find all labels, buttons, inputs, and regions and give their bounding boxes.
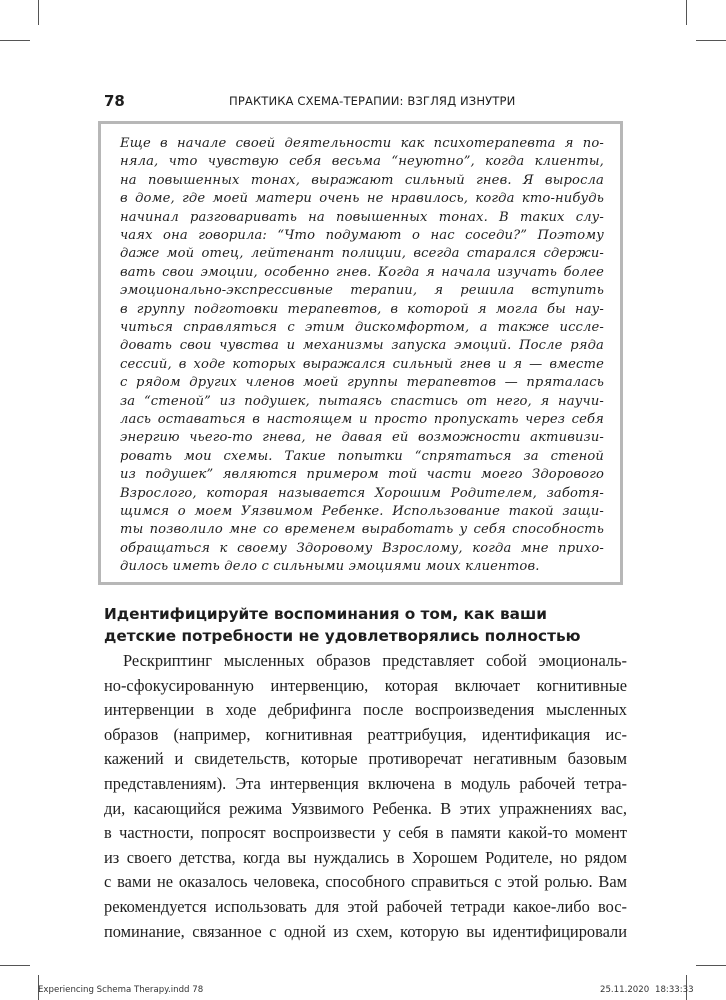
callout-line: в группу подготовки терапевтов, в которой я могла бы нау- <box>120 301 604 317</box>
crop-mark <box>0 965 30 966</box>
footer-file: Experiencing Schema Therapy.indd 78 <box>38 985 204 995</box>
crop-mark <box>686 0 687 25</box>
callout-line: дилось иметь дело с сильными эмоциями моих клиентов. <box>120 559 540 575</box>
callout-line: читься справляться с этим дискомфортом, а также иссле- <box>120 320 604 335</box>
callout-line: няла, что чувствую себя весьма “неуютно”, когда клиенты, <box>120 154 604 170</box>
callout-box <box>98 121 623 585</box>
running-title: ПРАКТИКА СХЕМА-ТЕРАПИИ: ВЗГЛЯД ИЗНУТРИ <box>229 94 516 108</box>
callout-line: довать свои чувства и механизмы запуска эмоций. После ряда <box>120 338 604 354</box>
callout-line: из подушек” являются примером той части моего Здорового <box>120 467 604 483</box>
crop-mark <box>38 0 39 25</box>
callout-line: вать свои эмоции, особенно гнев. Когда я начала изучать более <box>120 264 604 280</box>
body-line: с вами не оказалось человека, способного справиться с этой ролью. Вам <box>104 872 627 892</box>
callout-line: с рядом других членов моей группы терапевтов — пряталась <box>120 375 604 391</box>
callout-line: Взрослого, которая называется Хорошим Родителем, заботя- <box>120 485 604 501</box>
callout-line: Еще в начале своей деятельности как психотерапевта я по- <box>120 136 604 151</box>
callout-line: ты позволило мне со временем выработать у себя способность <box>120 522 604 538</box>
callout-line: ровать мои схемы. Такие попытки “спрятаться за стеной <box>120 448 604 464</box>
callout-line: лась оставаться в настоящем и просто пропускать через себя <box>120 412 604 427</box>
callout-line: в доме, где моей матери очень не нравилось, когда кто-нибудь <box>120 191 604 207</box>
body-line: но-сфокусированную интервенцию, которая включает когнитивные <box>104 675 627 695</box>
callout-line: сессий, в ходе которых выражался сильный гнев и я — вместе <box>120 356 604 372</box>
callout-line: на повышенных тонах, выражают сильный гнев. Я выросла <box>120 172 604 188</box>
body-line: кажений и свидетельств, которые противоречат негативным базовым <box>104 749 627 769</box>
callout-line: чаях она говорила: “Что подумают о нас соседи?” Поэтому <box>120 228 604 243</box>
crop-mark <box>0 40 30 41</box>
section-heading-line: детские потребности не удовлетворялись полностью <box>104 627 581 645</box>
callout-line: за “стеной” из подушек, пытаясь спастись от него, я научи- <box>120 393 604 409</box>
body-line: ди, касающийся режима Уязвимого Ребенка. В этих упражнениях вас, <box>104 798 627 818</box>
page-number: 78 <box>104 92 125 110</box>
callout-line: начинал разговаривать на повышенных тонах. В таких слу- <box>120 209 604 225</box>
body-line: представлениям). Эта интервенция включена в модуль рабочей тетра- <box>104 774 627 793</box>
callout-line: энергию чьего-то гнева, не давая ей возможности активизи- <box>120 430 604 446</box>
footer-time: 18:33:33 <box>655 985 694 995</box>
crop-mark <box>696 965 726 966</box>
body-line: рекомендуется использовать для этой рабочей тетради какое-либо вос- <box>104 897 627 916</box>
callout-line: обращаться к своему Здоровому Взрослому, когда мне прихо- <box>120 540 604 556</box>
callout-line: даже мой отец, лейтенант полиции, всегда старался сдержи- <box>120 246 604 262</box>
body-line: поминание, связанное с одной из схем, которую вы идентифицировали <box>104 921 627 941</box>
section-heading-line: Идентифицируйте воспоминания о том, как ваши <box>104 605 547 623</box>
footer-date: 25.11.2020 <box>600 985 650 995</box>
callout-line: щимся о моем Уязвимом Ребенке. Использование такой защи- <box>120 504 604 519</box>
body-line: в частности, попросят воспроизвести у себя в памяти какой-то момент <box>104 823 627 843</box>
body-line: из своего детства, когда вы нуждались в Хорошем Родителе, но рядом <box>104 847 627 867</box>
crop-mark <box>696 40 726 41</box>
callout-line: эмоционально-экспрессивные терапии, я решила вступить <box>120 283 604 299</box>
body-line: интервенции в ходе дебрифинга после воспроизведения мысленных <box>104 700 627 720</box>
body-line: Рескриптинг мысленных образов представляет собой эмоциональ- <box>123 651 627 670</box>
body-line: образов (например, когнитивная реаттрибуция, идентификация ис- <box>104 724 627 744</box>
